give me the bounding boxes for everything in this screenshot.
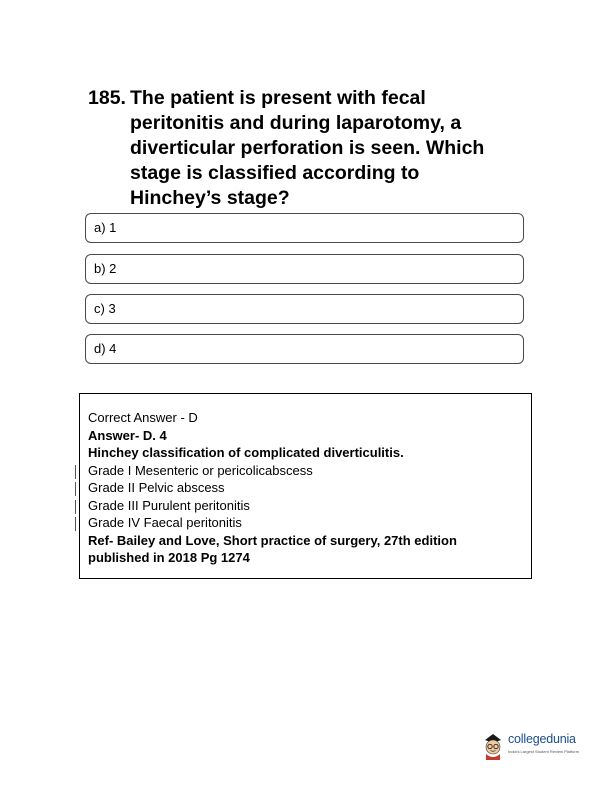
question-line: diverticular perforation is seen. Which	[130, 137, 485, 159]
option-c[interactable]: c) 3	[85, 294, 524, 324]
reference-line: published in 2018 Pg 1274	[88, 550, 250, 565]
brand-name: collegedunia	[508, 732, 576, 746]
mascot-icon	[481, 730, 505, 760]
question-block	[88, 86, 518, 211]
classification-heading: Hinchey classification of complicated diverticulitis.	[88, 445, 404, 460]
grade-item: Grade III Purulent peritonitis	[88, 497, 531, 515]
grade-item: Grade I Mesenteric or pericolicabscess	[88, 462, 531, 480]
question-line: Hinchey’s stage?	[130, 187, 290, 209]
option-a[interactable]: a) 1	[85, 213, 524, 243]
question-line: The patient is present with fecal	[130, 87, 426, 109]
reference-line: Ref- Bailey and Love, Short practice of surgery, 27th edition	[88, 532, 457, 548]
answer-line: Answer- D. 4	[88, 427, 167, 443]
question-text	[130, 86, 518, 211]
question-line: peritonitis and during laparotomy, a	[130, 112, 462, 134]
option-b[interactable]: b) 2	[85, 254, 524, 284]
brand-tagline: India's Largest Student Review Platform	[508, 749, 580, 754]
bullet-mark	[75, 517, 76, 531]
correct-answer: Correct Answer - D	[88, 410, 198, 425]
answer-box	[79, 393, 532, 579]
question-line: stage is classified according to	[130, 162, 420, 184]
bullet-mark	[75, 500, 76, 514]
bullet-mark	[75, 482, 76, 496]
grade-item: Grade II Pelvic abscess	[88, 479, 531, 497]
option-d[interactable]: d) 4	[85, 334, 524, 364]
grade-item: Grade IV Faecal peritonitis	[88, 514, 531, 532]
bullet-mark	[75, 465, 76, 479]
brand-logo	[481, 729, 591, 763]
question-number: 185.	[88, 87, 126, 109]
